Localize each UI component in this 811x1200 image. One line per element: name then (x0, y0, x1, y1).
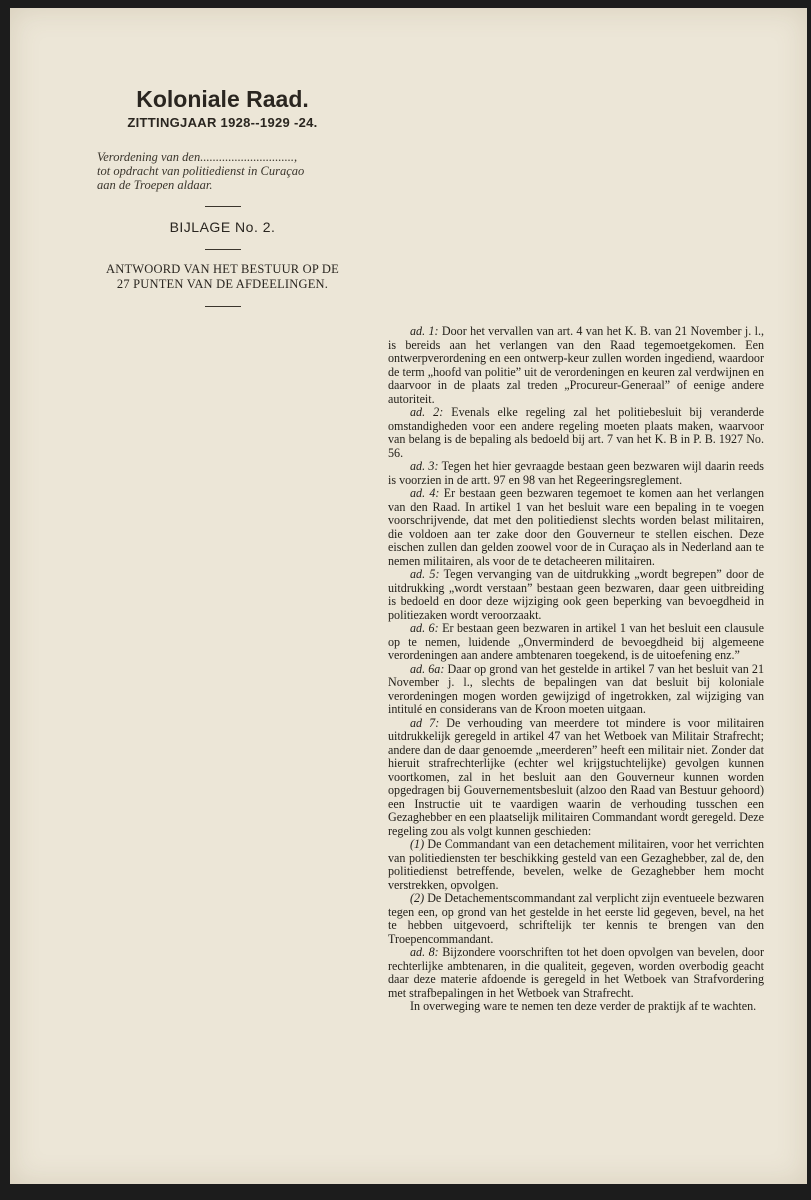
body-text (388, 325, 764, 1014)
council-title: Koloniale Raad. (136, 86, 309, 112)
paragraph (388, 325, 764, 406)
paragraph-text: In overweging ware te nemen ten deze verder de praktijk af te wachten. (410, 999, 757, 1013)
ordinance-subject (97, 150, 350, 192)
paragraph-text: Tegen het hier gevraagde bestaan geen bezwaren wijl daarin reeds is voorzien in de artt. 97 en 98 van het Regeeringsreglement. (388, 459, 765, 487)
divider (205, 306, 241, 307)
paragraph-text: Er bestaan geen bezwaren in artikel 1 van het besluit een clausule op te nemen, luidende „Onverminderd de bevoegdheid bij algemeene verordeningen aan andere ambtenaren toegekend, is de uitoefening enz.” (388, 621, 765, 662)
paragraph (388, 1000, 764, 1014)
paragraph-label: ad 7: (410, 715, 440, 730)
subject-line-2: tot opdracht van politiedienst in Curaçao (97, 164, 305, 178)
paragraph-label: ad. 1: (410, 324, 439, 338)
divider (205, 249, 241, 250)
paragraph-text: Evenals elke regeling zal het politiebesluit bij veranderde omstandigheden voor een andere regeling moeten plaats maken, waarvoor van belang is de bepaling als bedoeld bij art. 7 van het K. B in P. B. 1927 No. 56. (388, 405, 764, 460)
paragraph-label: (2) (410, 891, 425, 905)
paragraph-label: ad. 6a: (410, 661, 445, 676)
paragraph-label: ad. 3: (410, 459, 439, 473)
paragraph-label: (1) (410, 837, 425, 851)
paragraph (388, 487, 764, 568)
header-column (95, 86, 350, 307)
paragraph-text: Tegen vervanging van de uitdrukking „wordt begrepen” door de uitdrukking „wordt verstaan” bestaan geen bezwaren, daar geen uitbreiding is bedoeld en door deze wijziging ook geen beperking van bevoegdheid in politiezaken wordt veroorzaakt. (388, 567, 764, 622)
session-year: ZITTINGJAAR 1928--1929 -24. (127, 115, 318, 130)
paragraph-label: ad. 4: (410, 486, 440, 500)
paragraph (388, 460, 764, 487)
divider (205, 206, 241, 207)
paragraph (388, 406, 764, 460)
response-heading (95, 262, 350, 292)
paragraph-label: ad. 2: (410, 405, 444, 419)
paragraph (388, 622, 764, 663)
paragraph-text: De verhouding van meerdere tot mindere is voor militairen uitdrukkelijk geregeld in artikel 47 van het Wetboek van Militair Strafrecht; andere dan de daar genoemde „meerderen” heeft een militair niet. Zonder dat hieruit strafrechterlijke (echter wel krijgstuchtelijke) gevolgen kunnen voortkomen, zal in het besluit aan den Gouverneur kunnen worden opgedragen bij Gouvernementsbesluit (alzoo den Raad van Bestuur gehoord) een Instructie uit te vaardigen waarin de verhouding tusschen een Gezaghebber en een plaatselijk militairen Commandant wordt geregeld. Deze regeling zou als volgt kunnen geschieden: (388, 715, 764, 838)
subject-line-1: Verordening van den.............................., (97, 150, 298, 164)
subject-line-3: aan de Troepen aldaar. (97, 178, 213, 192)
paragraph (388, 946, 764, 1000)
paragraph-text: De Detachementscommandant zal verplicht zijn eventueele bezwaren tegen een, op grond van het gestelde in het eerste lid gegeven, bevel, na het te hebben uitgevoerd, schriftelijk ter kennis te brengen van den Troepencommandant. (388, 891, 764, 946)
paragraph (388, 838, 764, 892)
document-page (10, 8, 807, 1184)
paragraph (388, 892, 764, 946)
response-heading-line-2: 27 PUNTEN VAN DE AFDEELINGEN. (116, 277, 329, 291)
paragraph-text: Daar op grond van het gestelde in artikel 7 van het besluit van 21 November j. l., slechts de bepalingen van dat besluit bij koloniale verordeningen mogen worden gewijzigd of ingetrokken, zal wijziging van intitulé en considerans van de Kroon moeten uitgaan. (388, 661, 765, 716)
paragraph-label: ad. 5: (410, 567, 440, 581)
paragraph-text: Er bestaan geen bezwaren tegemoet te komen aan het verlangen van den Raad. In artikel 1 van het besluit ware een bepaling in te voegen voorschrijvende, dat met den politiedienst slechts worden belast militairen, die voldoen aan ter zake door den Gouverneur te stellen eischen. Deze eischen zullen dan gelden zoowel voor de in Curaçao als in Nederland aan te nemen militairen, als voor de te detacheeren militairen. (388, 486, 765, 568)
paragraph (388, 663, 764, 717)
paragraph (388, 568, 764, 622)
paragraph-text: De Commandant van een detachement militairen, voor het verrichten van politiediensten ter beschikking gesteld van een Gezaghebber, zal de, den politiedienst betreffende, bevelen, welke de Gezaghebber hem mocht verstrekken, opvolgen. (388, 837, 764, 892)
paragraph-label: ad. 6: (410, 621, 439, 635)
paragraph-label: ad. 8: (410, 945, 439, 959)
paragraph-text: Door het vervallen van art. 4 van het K. B. van 21 November j. l., is bereids aan het verlangen van den Raad tegemoetgekomen. Een ontwerpverordening en een ontwerp-keur zullen worden ingediend, waardoor de term „hoofd van politie” uit de verordeningen en keuren zal verdwijnen en daarvoor in de plaats zal treden „Procureur-Generaal” of eenige andere autoriteit. (388, 324, 764, 406)
annex-number: BIJLAGE No. 2. (169, 219, 276, 235)
response-heading-line-1: ANTWOORD VAN HET BESTUUR OP DE (106, 262, 339, 276)
paragraph-text: Bijzondere voorschriften tot het doen opvolgen van bevelen, door rechterlijke ambtenaren, in die qualiteit, gegeven, worden overbodig geacht daar deze materie afdoende is geregeld in het Wetboek van Strafvordering met strafbepalingen in het Wetboek van Strafrecht. (388, 945, 764, 1000)
paragraph (388, 717, 764, 839)
